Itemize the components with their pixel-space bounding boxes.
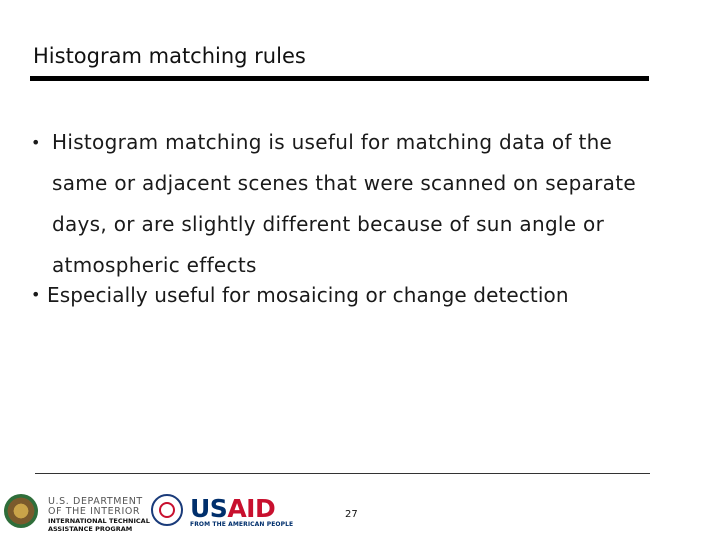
bullet-marker: • xyxy=(31,285,41,304)
doi-seal-logo xyxy=(4,494,38,528)
slide-title: Histogram matching rules xyxy=(33,44,306,68)
footer-divider xyxy=(35,473,650,474)
usaid-wordmark xyxy=(190,494,275,523)
bullet-text: Especially useful for mosaicing or change detection xyxy=(47,283,569,307)
usaid-tagline: FROM THE AMERICAN PEOPLE xyxy=(190,521,294,528)
doi-line-1: U.S. DEPARTMENT xyxy=(48,496,143,507)
bullet-marker: • xyxy=(31,133,41,152)
doi-line-4: ASSISTANCE PROGRAM xyxy=(48,525,133,533)
usaid-word-us: US xyxy=(190,494,228,523)
doi-wordmark xyxy=(48,497,158,533)
doi-line-3: INTERNATIONAL TECHNICAL xyxy=(48,517,150,525)
usaid-word-aid: AID xyxy=(227,494,276,523)
usaid-seal-center xyxy=(159,502,175,518)
bullet-item xyxy=(31,280,671,310)
bullet-text: Histogram matching is useful for matching data of the same or adjacent scenes that were scanned on separate days, or are slightly different because of sun angle or atmospheric effects xyxy=(52,130,636,277)
usaid-seal-logo xyxy=(151,494,183,526)
page-number: 27 xyxy=(345,509,358,520)
doi-line-2: OF THE INTERIOR xyxy=(48,506,141,517)
bullet-item xyxy=(31,122,671,286)
title-underline xyxy=(30,76,649,81)
